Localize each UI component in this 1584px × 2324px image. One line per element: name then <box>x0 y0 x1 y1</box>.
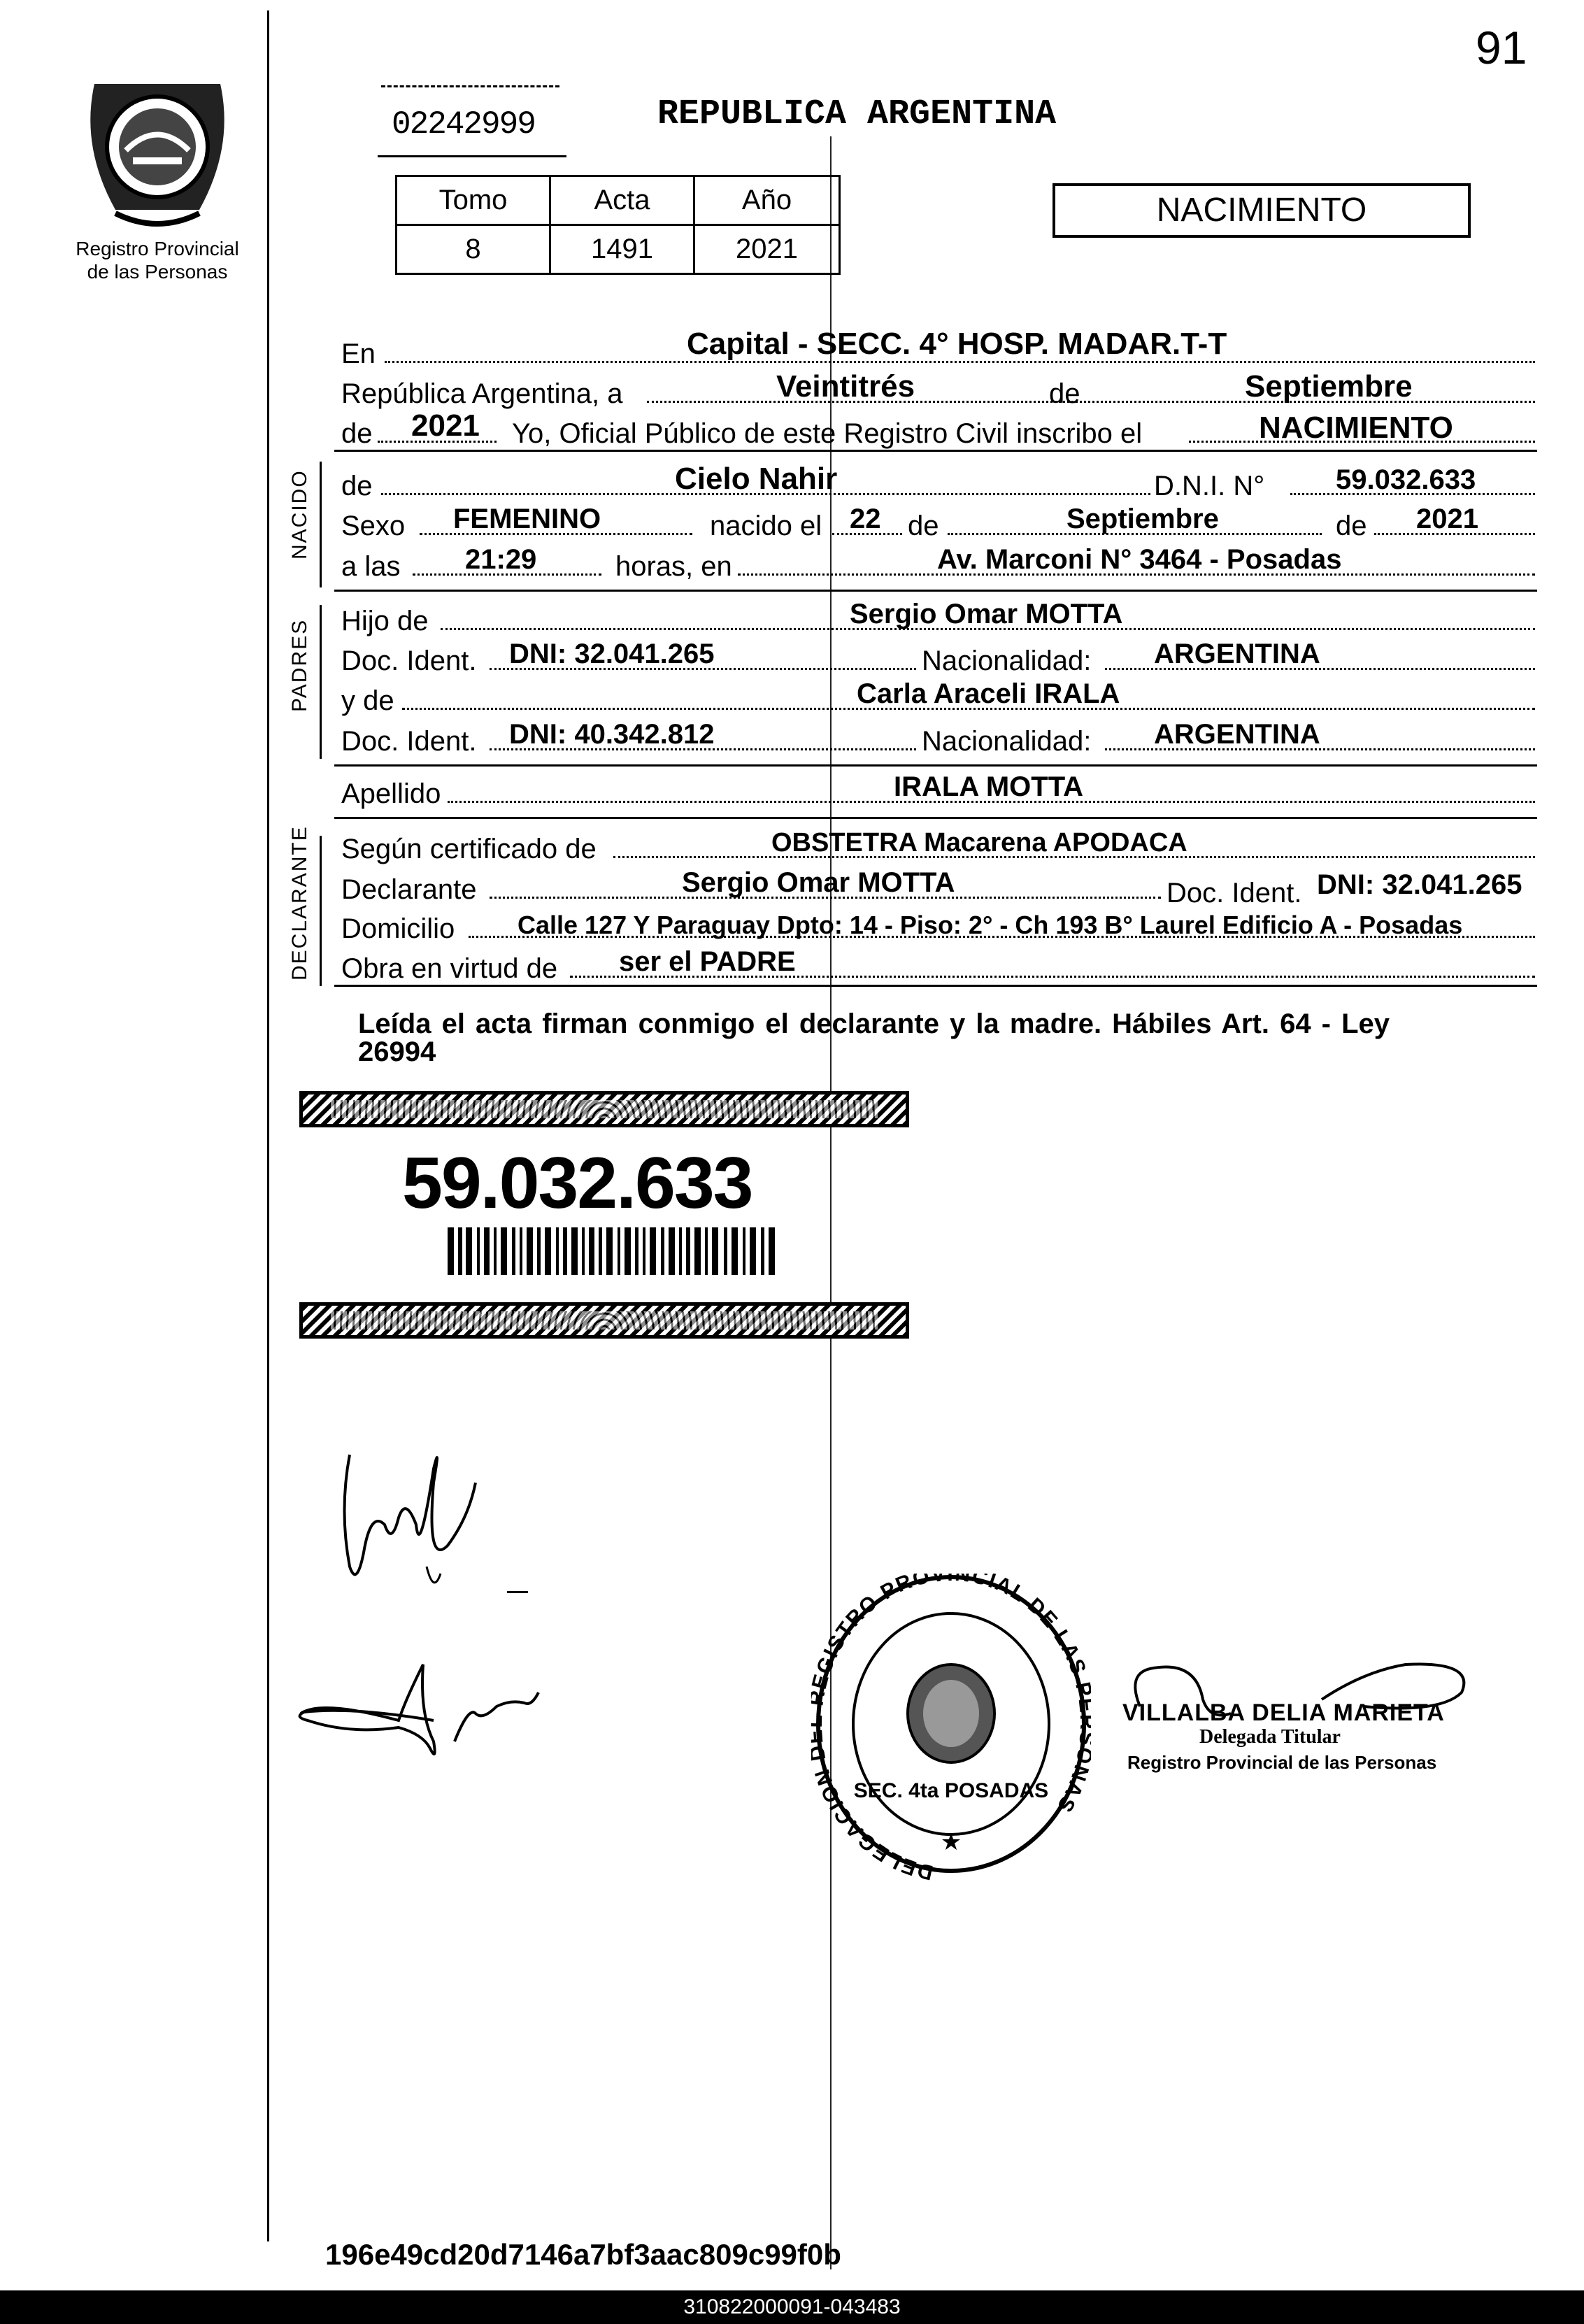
birth-month: Septiembre <box>1066 504 1219 534</box>
declarant-signature <box>329 1427 497 1609</box>
domicilio-value: Calle 127 Y Paraguay Dpto: 14 - Piso: 2° - Ch 193 B° Laurel Edificio A - Posadas <box>518 911 1463 939</box>
birth-day: 22 <box>850 504 881 534</box>
year: 2021 <box>411 408 480 443</box>
nacido-side-label: NACIDO <box>288 469 311 559</box>
domicilio-label: Domicilio <box>341 913 455 944</box>
birth-place: Av. Marconi N° 3464 - Posadas <box>937 544 1342 575</box>
birth-time: 21:29 <box>465 544 537 575</box>
stamp-star-icon: ★ <box>940 1829 962 1855</box>
en-dots <box>385 361 1535 363</box>
serial-number: 02242999 <box>392 106 535 143</box>
registry-caption-line1: Registro Provincial <box>76 238 239 259</box>
closing-text-line2: 26994 <box>358 1036 436 1067</box>
birth-year: 2021 <box>1416 504 1478 534</box>
dni-band-number: 59.032.633 <box>402 1143 752 1224</box>
hijo-de-label: Hijo de <box>341 606 429 636</box>
country-title: REPUBLICA ARGENTINA <box>657 94 1057 134</box>
province-seal-icon <box>66 63 248 231</box>
tomo-value: 8 <box>397 225 550 274</box>
padres-bottom-rule <box>334 764 1537 767</box>
sexo-value: FEMENINO <box>453 504 601 534</box>
padres-bracket <box>320 605 322 759</box>
republica-label: República Argentina, a <box>341 378 623 409</box>
nacido-de-label: de <box>341 471 373 501</box>
record-index-table <box>395 175 841 275</box>
official-title: Delegada Titular <box>1199 1726 1341 1748</box>
certificado-value: OBSTETRA Macarena APODACA <box>771 828 1187 857</box>
registry-caption-line2: de las Personas <box>87 261 228 283</box>
official-name: VILLALBA DELIA MARIETA <box>1122 1699 1445 1726</box>
obra-label: Obra en virtud de <box>341 953 558 984</box>
closing-text-line1: Leída el acta firman conmigo el declarante y la madre. Hábiles Art. 64 - Ley <box>358 1008 1390 1039</box>
padres-side-label: PADRES <box>288 618 311 712</box>
en-value: Capital - SECC. 4° HOSP. MADAR.T-T <box>687 327 1227 361</box>
child-name: Cielo Nahir <box>675 462 838 496</box>
apellido-bottom-rule <box>334 817 1537 819</box>
oficial-text: Yo, Oficial Público de este Registro Civil inscribo el <box>512 418 1143 449</box>
father-name: Sergio Omar MOTTA <box>850 599 1123 629</box>
header-bottom-rule <box>334 450 1537 452</box>
serial-dashes <box>381 85 559 87</box>
father-doc: DNI: 32.041.265 <box>509 639 715 669</box>
mother-name: Carla Araceli IRALA <box>857 678 1120 709</box>
record-type: NACIMIENTO <box>1156 192 1367 229</box>
ano-value: 2021 <box>694 225 840 274</box>
official-stamp-seal-icon <box>811 1574 1091 1888</box>
security-stripe-top <box>299 1091 909 1127</box>
declarante-doc-label: Doc. Ident. <box>1166 878 1302 908</box>
small-dash <box>507 1591 528 1593</box>
footer-code: 310822000091-043483 <box>683 2295 901 2318</box>
apellido-value: IRALA MOTTA <box>894 771 1084 802</box>
left-margin-rule <box>267 10 269 2241</box>
mother-doc-label: Doc. Ident. <box>341 726 477 757</box>
child-dni: 59.032.633 <box>1336 464 1476 495</box>
date-de-label: de <box>1049 378 1080 409</box>
declarante-name: Sergio Omar MOTTA <box>682 867 955 898</box>
acta-value: 1491 <box>550 225 694 274</box>
sexo-label: Sexo <box>341 511 406 541</box>
month: Septiembre <box>1245 369 1413 404</box>
mother-nationality: ARGENTINA <box>1154 719 1320 750</box>
mother-nationality-label: Nacionalidad: <box>922 726 1092 757</box>
father-doc-label: Doc. Ident. <box>341 646 477 676</box>
obra-value: ser el PADRE <box>619 946 796 977</box>
a-las-label: a las <box>341 551 401 582</box>
fold-line <box>830 136 832 2269</box>
acta-header: Acta <box>550 176 694 225</box>
footer-bar <box>0 2290 1584 2324</box>
document-hash: 196e49cd20d7146a7bf3aac809c99f0b <box>325 2238 841 2271</box>
apellido-label: Apellido <box>341 778 441 809</box>
stamp-inner-text: SEC. 4ta POSADAS <box>853 1779 1049 1802</box>
official-office: Registro Provincial de las Personas <box>1127 1752 1437 1773</box>
dni-label: D.N.I. N° <box>1154 471 1265 501</box>
y-de-label: y de <box>341 685 394 716</box>
father-nationality: ARGENTINA <box>1154 639 1320 669</box>
day-words: Veintitrés <box>776 369 915 404</box>
mother-doc: DNI: 40.342.812 <box>509 719 715 750</box>
declarante-label: Declarante <box>341 874 477 905</box>
mother-signature <box>294 1637 615 1776</box>
nacido-el-label: nacido el <box>710 511 822 541</box>
declarante-bottom-rule <box>334 985 1537 987</box>
en-label: En <box>341 338 376 369</box>
birth-de-label: de <box>908 511 939 541</box>
security-stripe-bottom <box>299 1302 909 1339</box>
official-stamp <box>811 1574 1091 1888</box>
horas-label: horas, en <box>615 551 732 582</box>
father-nationality-label: Nacionalidad: <box>922 646 1092 676</box>
year-de-label: de <box>341 418 373 449</box>
page-number: 91 <box>1476 22 1527 73</box>
nacido-bottom-rule <box>334 590 1537 592</box>
registry-logo <box>66 63 248 231</box>
ano-header: Año <box>694 176 840 225</box>
serial-underline <box>378 155 566 157</box>
record-type-box <box>1053 183 1471 238</box>
stamp-ring-text: DELEGACION GISTRO PROVINCIAL DE LAS NAS <box>811 1574 1091 1885</box>
inscribe-value: NACIMIENTO <box>1259 411 1453 445</box>
declarante-side-label: DECLARANTE <box>288 825 311 981</box>
tomo-header: Tomo <box>397 176 550 225</box>
dni-barcode-icon <box>448 1227 780 1275</box>
declarante-doc: DNI: 32.041.265 <box>1317 869 1522 900</box>
segun-label: Según certificado de <box>341 834 597 864</box>
nacido-bracket <box>320 462 322 587</box>
birth-de-label2: de <box>1336 511 1367 541</box>
declarante-bracket <box>320 836 322 986</box>
